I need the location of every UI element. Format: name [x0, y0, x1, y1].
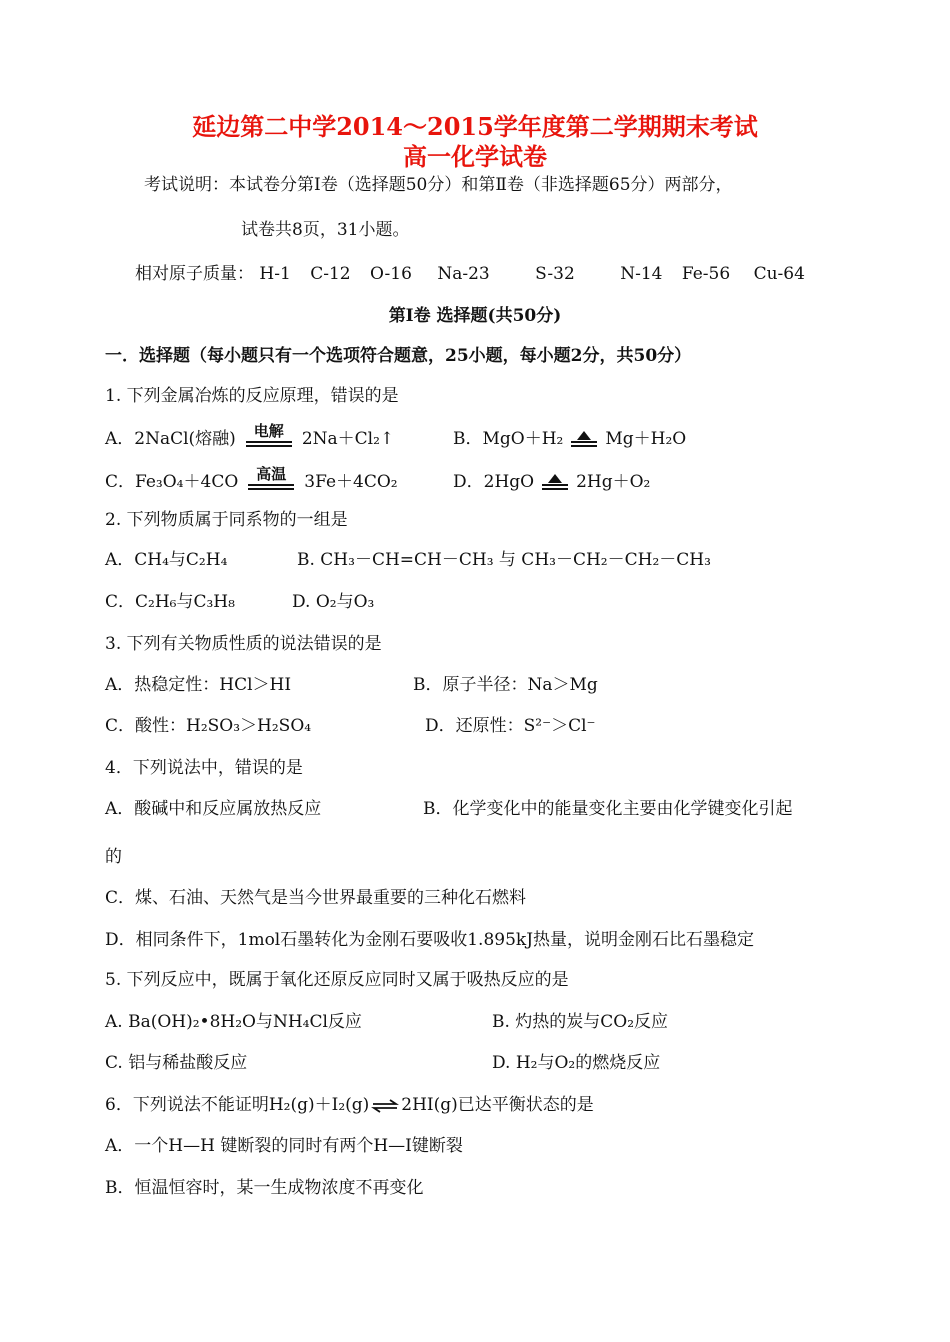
atomic-mass: S-32: [535, 264, 575, 284]
option-text: D．2HgO: [453, 472, 535, 492]
option-text: B．MgO＋H₂: [453, 429, 564, 449]
electrolysis-arrow: [242, 421, 296, 452]
stem-text: 2HI(g)已达平衡状态的是: [401, 1095, 594, 1115]
heating-symbol-icon: [569, 431, 599, 449]
question-1-option-b: [453, 427, 686, 451]
atomic-mass: H-1: [259, 264, 291, 284]
reversible-arrow-icon: [371, 1099, 399, 1113]
exam-title: 延边第二中学2014～2015学年度第二学期期末考试: [192, 112, 758, 141]
option-text: C．Fe₃O₄＋4CO: [105, 472, 239, 492]
question-1-option-c: [105, 464, 398, 495]
atomic-mass: Na-23: [437, 264, 490, 284]
atomic-mass: O-16: [370, 264, 412, 284]
part-one-heading: 一．选择题（每小题只有一个选项符合题意，25小题，每小题2分，共50分）: [105, 346, 692, 366]
stem-text: 6．下列说法不能证明H₂(g)＋I₂(g): [105, 1095, 370, 1115]
question-6-option-a: A．一个H—H 键断裂的同时有两个H—I键断裂: [105, 1136, 463, 1156]
question-3-option-b: B．原子半径：Na＞Mg: [413, 675, 598, 695]
question-5-option-d: D. H₂与O₂的燃烧反应: [492, 1053, 661, 1073]
atomic-mass: N-14: [620, 264, 663, 284]
question-4-option-c: C．煤、石油、天然气是当今世界最重要的三种化石燃料: [105, 888, 527, 908]
reaction-condition: 高温: [256, 464, 287, 483]
heating-symbol-icon: [540, 474, 570, 492]
question-5-option-a: A. Ba(OH)₂•8H₂O与NH₄Cl反应: [105, 1012, 362, 1032]
question-1-stem: 1. 下列金属冶炼的反应原理，错误的是: [105, 386, 399, 406]
reaction-condition: 电解: [253, 421, 284, 440]
question-6-stem: [105, 1093, 594, 1117]
question-4-option-d: D．相同条件下，1mol石墨转化为金刚石要吸收1.895kJ热量，说明金刚石比石墨稳定: [105, 930, 755, 950]
question-2-option-d: D. O₂与O₃: [292, 592, 375, 612]
question-5-option-c: C. 铝与稀盐酸反应: [105, 1053, 248, 1073]
question-3-option-a: A．热稳定性：HCl＞HI: [105, 675, 292, 695]
question-4-option-a: A．酸碱中和反应属放热反应: [105, 799, 322, 819]
option-text: 2Hg＋O₂: [576, 472, 651, 492]
question-6-option-b: B．恒温恒容时，某一生成物浓度不再变化: [105, 1178, 424, 1198]
question-4-option-b-continued: 的: [105, 847, 122, 867]
question-2-option-b: B. CH₃－CH=CH－CH₃ 与 CH₃－CH₂－CH₂－CH₃: [297, 550, 711, 570]
atomic-masses-row: [135, 262, 805, 286]
question-4-stem: 4．下列说法中，错误的是: [105, 758, 303, 778]
atomic-mass: C-12: [310, 264, 351, 284]
question-5-option-b: B. 灼热的炭与CO₂反应: [492, 1012, 669, 1032]
question-4-option-b: B．化学变化中的能量变化主要由化学键变化引起: [423, 799, 793, 819]
high-temperature-arrow: [244, 464, 298, 495]
question-1-option-d: [453, 470, 650, 494]
option-text: 2Na＋Cl₂↑: [301, 429, 395, 449]
exam-instructions-1: 考试说明：本试卷分第Ⅰ卷（选择题50分）和第Ⅱ卷（非选择题65分）两部分，: [144, 175, 733, 195]
question-2-option-a: A．CH₄与C₂H₄: [105, 550, 228, 570]
question-3-option-c: C．酸性：H₂SO₃＞H₂SO₄: [105, 716, 312, 736]
question-2-option-c: C．C₂H₆与C₃H₈: [105, 592, 235, 612]
exam-instructions-2: 试卷共8页，31小题。: [241, 220, 410, 240]
section-heading: 第Ⅰ卷 选择题(共50分): [388, 306, 562, 326]
question-3-stem: 3. 下列有关物质性质的说法错误的是: [105, 634, 382, 654]
atomic-mass: Cu-64: [753, 264, 805, 284]
question-2-stem: 2. 下列物质属于同系物的一组是: [105, 510, 348, 530]
question-3-option-d: D．还原性：S²⁻＞Cl⁻: [425, 716, 596, 736]
atomic-mass: Fe-56: [681, 264, 731, 284]
question-1-option-a: [105, 421, 395, 452]
exam-subtitle: 高一化学试卷: [403, 142, 547, 171]
question-5-stem: 5. 下列反应中，既属于氧化还原反应同时又属于吸热反应的是: [105, 970, 569, 990]
option-text: 3Fe＋4CO₂: [304, 472, 398, 492]
option-text: A．2NaCl(熔融): [105, 429, 236, 449]
atomic-masses-label: 相对原子质量：: [135, 264, 254, 284]
option-text: Mg＋H₂O: [605, 429, 687, 449]
